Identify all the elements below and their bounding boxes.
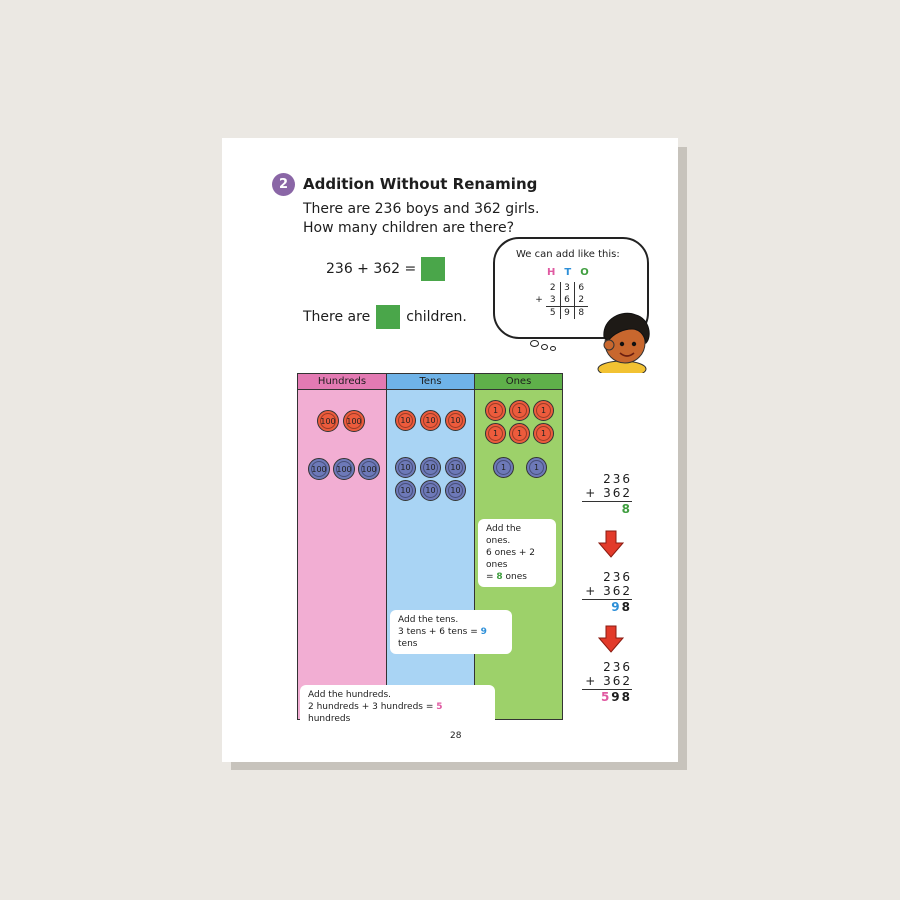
hundred-coin: 100 (343, 410, 365, 432)
mini-cell: 3 (560, 282, 574, 294)
one-coin: 1 (485, 400, 506, 421)
mini-cell: + (535, 295, 543, 306)
note-add-hundreds (300, 685, 495, 729)
hundred-coin: 100 (333, 458, 355, 480)
one-coin: 1 (485, 423, 506, 444)
equation-text: 236 + 362 = (326, 261, 417, 277)
note-tens-line-1: Add the tens. (398, 615, 459, 625)
one-coin: 1 (526, 457, 547, 478)
note-tens-line-2: 3 tens + 6 tens = 9 tens (398, 627, 487, 649)
ones-header: Ones (475, 374, 562, 390)
mini-cell: 6 (560, 294, 574, 307)
note-hundreds-line-1: Add the hundreds. (308, 690, 392, 700)
one-coin: 1 (509, 423, 530, 444)
answer-before: There are (303, 309, 371, 325)
ten-coin: 10 (445, 410, 466, 431)
ten-coin: 10 (395, 457, 416, 478)
word-problem-line-1: There are 236 boys and 362 girls. (303, 201, 540, 217)
textbook-page (222, 138, 678, 762)
hto-o: O (580, 267, 589, 278)
hundred-coin: 100 (308, 458, 330, 480)
note-add-tens (390, 610, 512, 654)
mini-cell: 6 (578, 283, 585, 293)
page-number: 28 (450, 731, 462, 741)
hundreds-column (298, 374, 387, 719)
mini-cell (532, 282, 546, 294)
mini-cell: 3 (546, 294, 560, 307)
note-hundreds-line-2: 2 hundreds + 3 hundreds = 5 hundreds (308, 702, 443, 724)
one-coin: 1 (533, 423, 554, 444)
sum-step-1 (582, 472, 632, 516)
hto-t: T (564, 267, 572, 278)
sum-bottom: + 362 (585, 584, 632, 598)
note-ones-line-1: Add the ones. (486, 524, 522, 546)
sum-step-2 (582, 570, 632, 614)
sum-result: 98 (582, 599, 632, 614)
ten-coin: 10 (445, 457, 466, 478)
answer-box (421, 257, 445, 281)
mini-cell: 9 (560, 307, 574, 320)
mini-cell: 2 (574, 294, 588, 307)
sum-top: 236 (603, 570, 632, 584)
sum-top: 236 (603, 660, 632, 674)
hundred-coin: 100 (358, 458, 380, 480)
note-ones-line-2: 6 ones + 2 ones (486, 548, 536, 570)
answer-box-2 (376, 305, 400, 329)
answer-sentence (303, 305, 467, 329)
mini-cell: 5 (546, 307, 560, 320)
mini-cell: 2 (546, 282, 560, 294)
sum-top: 236 (603, 472, 632, 486)
ten-coin: 10 (420, 480, 441, 501)
tens-header: Tens (387, 374, 474, 390)
one-coin: 1 (533, 400, 554, 421)
answer-after: children. (406, 309, 467, 325)
note-ones-line-3: = 8 ones (486, 572, 527, 582)
bubble-dot-1 (530, 340, 539, 347)
place-value-chart (297, 373, 563, 724)
bubble-text: We can add like this: (516, 249, 620, 260)
ten-coin: 10 (445, 480, 466, 501)
word-problem (303, 200, 539, 238)
hto-h: H (547, 267, 556, 278)
ten-coin: 10 (420, 457, 441, 478)
hundred-coin: 100 (317, 410, 339, 432)
hto-headers (547, 267, 589, 278)
bubble-dot-3 (550, 346, 556, 351)
sum-result: 598 (582, 689, 632, 704)
mini-cell (532, 307, 546, 320)
mini-cell: 8 (578, 308, 585, 318)
one-coin: 1 (493, 457, 514, 478)
sum-result: 8 (582, 501, 632, 516)
section-number-badge: 2 (272, 173, 295, 196)
hundreds-header: Hundreds (298, 374, 386, 390)
ten-coin: 10 (395, 410, 416, 431)
ten-coin: 10 (420, 410, 441, 431)
section-title: Addition Without Renaming (303, 175, 538, 193)
column-addition-table (532, 282, 588, 319)
sum-bottom: + 362 (585, 486, 632, 500)
boy-illustration (592, 307, 658, 373)
word-problem-line-2: How many children are there? (303, 220, 514, 236)
sum-step-3 (582, 660, 632, 704)
down-arrow-icon (598, 625, 624, 653)
note-add-ones (478, 519, 556, 587)
equation (326, 257, 445, 281)
sum-bottom: + 362 (585, 674, 632, 688)
ten-coin: 10 (395, 480, 416, 501)
down-arrow-icon (598, 530, 624, 558)
one-coin: 1 (509, 400, 530, 421)
bubble-dot-2 (541, 344, 548, 350)
